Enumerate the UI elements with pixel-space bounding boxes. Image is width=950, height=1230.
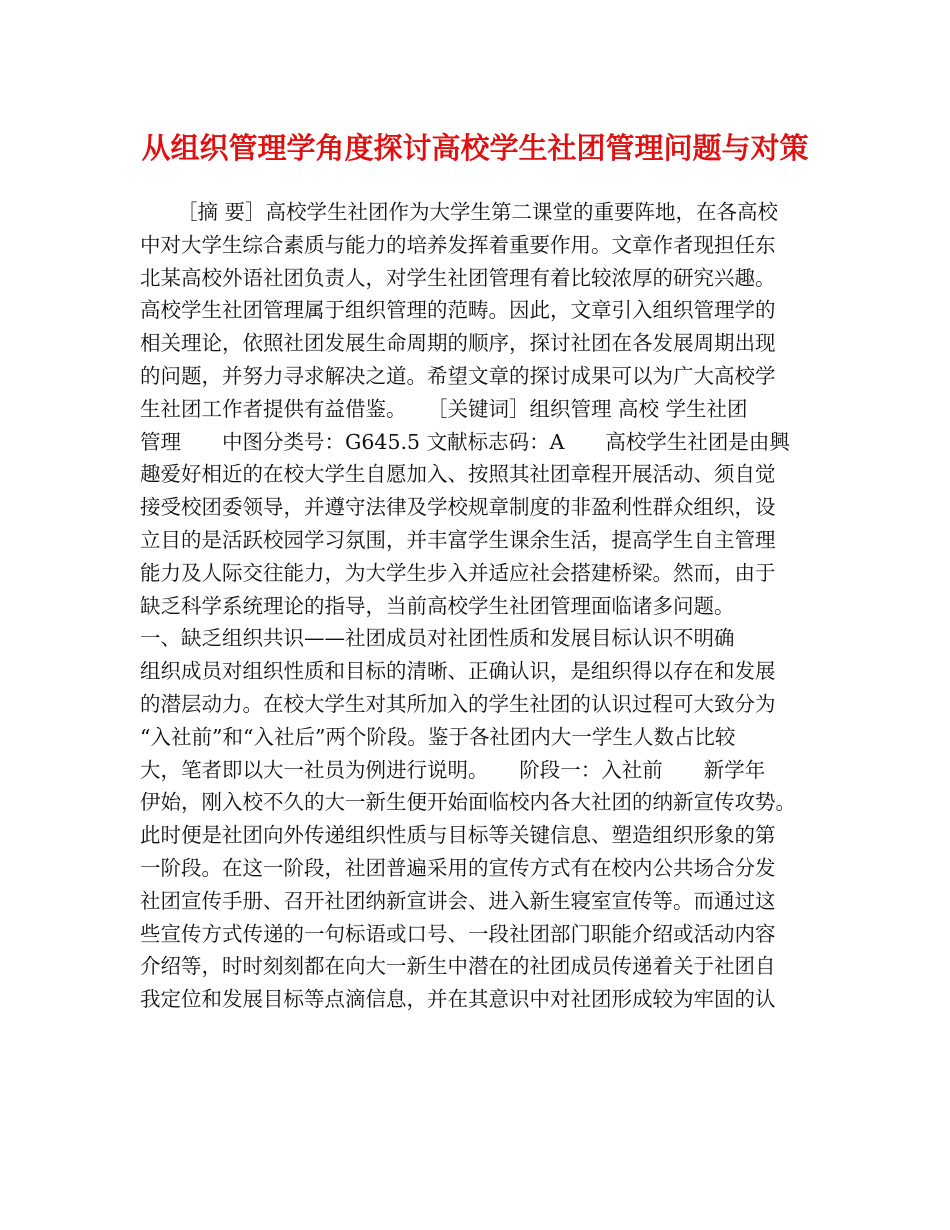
body-line: 组织成员对组织性质和目标的清晰、正确认识，是组织得以存在和发展 [140, 659, 776, 684]
body-line: 的潜层动力。在校大学生对其所加入的学生社团的认识过程可大致分为 [140, 691, 776, 716]
body-line: 伊始，刚入校不久的大一新生便开始面临校内各大社团的纳新宣传攻势。 [140, 790, 796, 815]
body-line: 立目的是活跃校园学习氛围，并丰富学生课余生活，提高学生自主管理 [140, 527, 776, 552]
body-line: “入社前”和“入社后”两个阶段。鉴于各社团内大一学生人数占比较 [140, 724, 736, 749]
body-line: 管理 中图分类号：G645.5 文献标志码：A 高校学生社团是由興 [140, 429, 790, 454]
body-line: 北某高校外语社团负责人，对学生社团管理有着比较浓厚的研究兴趣。 [140, 265, 776, 290]
body-line: ［摘 要］高校学生社团作为大学生第二课堂的重要阵地，在各高校 [177, 200, 779, 224]
body-line: 的问题，并努力寻求解决之道。希望文章的探讨成果可以为广大高校学 [140, 363, 776, 388]
body-line: 些宣传方式传递的一句标语或口号、一段社团部门职能介绍或活动内容 [140, 921, 776, 946]
body-line: 介绍等，时时刻刻都在向大一新生中潜在的社团成员传递着关于社团自 [140, 954, 776, 979]
document-body [140, 196, 830, 1016]
body-line: 我定位和发展目标等点滴信息，并在其意识中对社团形成较为牢固的认 [140, 987, 776, 1012]
section-heading: 一、缺乏组织共识——社团成员对社团性质和发展目标认识不明确 [140, 626, 735, 651]
body-line: 接受校团委领导，并遵守法律及学校规章制度的非盈利性群众组织，设 [140, 495, 776, 520]
body-line: 中对大学生综合素质与能力的培养发挥着重要作用。文章作者现担任东 [140, 232, 776, 257]
body-line: 能力及人际交往能力，为大学生步入并适应社会搭建桥梁。然而，由于 [140, 560, 776, 585]
body-line: 一阶段。在这一阶段，社团普遍采用的宣传方式有在校内公共场合分发 [140, 855, 776, 880]
body-line: 大，笔者即以大一社员为例进行说明。 阶段一：入社前 新学年 [140, 757, 766, 782]
body-line: 高校学生社团管理属于组织管理的范畴。因此，文章引入组织管理学的 [140, 298, 776, 323]
body-line: 缺乏科学系统理论的指导，当前高校学生社团管理面临诸多问题。 [140, 593, 735, 618]
body-line: 相关理论，依照社团发展生命周期的顺序，探讨社团在各发展周期出现 [140, 331, 776, 356]
document-title: 从组织管理学角度探讨高校学生社团管理问题与对策 [141, 131, 809, 165]
body-line: 此时便是社团向外传递组织性质与目标等关键信息、塑造组织形象的第 [140, 823, 776, 848]
body-line: 社团宣传手册、召开社团纳新宣讲会、进入新生寝室宣传等。而通过这 [140, 888, 776, 913]
body-line: 生社团工作者提供有益借鉴。 ［关键词］组织管理 高校 学生社团 [140, 396, 748, 421]
body-line: 趣爱好相近的在校大学生自愿加入、按照其社团章程开展活动、须自觉 [140, 462, 776, 487]
